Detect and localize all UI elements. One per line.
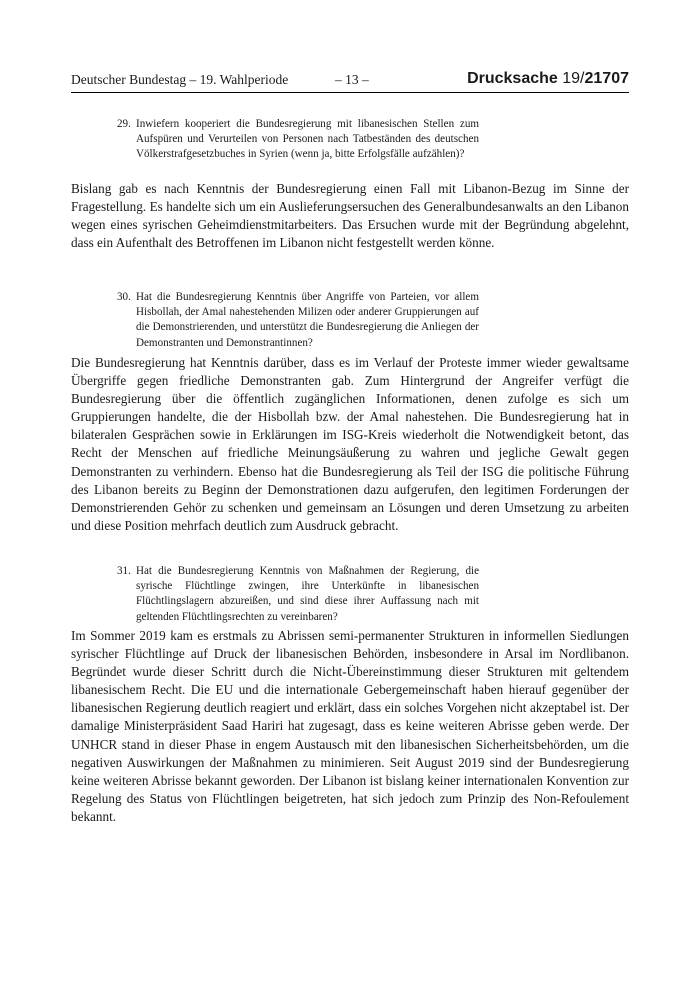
question-text: Inwiefern kooperiert die Bundesregierung mit libanesischen Stellen zum Aufspüren und Verurteilen von Personen nach Tatbeständen des deutschen Völkerstrafgesetzbuches in Syrien (wenn ja, bitte Erfolgsfälle aufzählen)? xyxy=(136,118,479,161)
answer-text: Die Bundesregierung hat Kenntnis darüber, dass es im Verlauf der Proteste immer wieder gewaltsame Übergriffe gegen friedliche Demonstranten gab. Zum Hintergrund der Angreifer verfügt die Bundesregierung über die öffentlich zugänglichen Informationen, denen zufolge es sich um Gruppierungen handelte, die der Hisbollah bzw. der Amal nahestehen. Die Bundesregierung hat in bilateralen Gesprächen sowie in Erklärungen im ISG-Kreis wiederholt die Notwendigkeit betont, das Recht der Menschen auf friedliche Meinungsäußerung zu wahren und jegliche Gewalt gegen Demonstranten zu verhindern. Ebenso hat die Bundesregierung als Teil der ISG die politische Führung des Libanon bereits zu Beginn der Demonstrationen dazu aufgerufen, den legitimen Forderungen der Demonstrierenden Gehör zu schenken und gemeinsam an Lösungen und deren Umsetzung zu arbeiten und diese Position mehrfach deutlich zum Ausdruck gebracht. xyxy=(71,355,629,533)
answer-30 xyxy=(71,354,629,535)
answer-31 xyxy=(71,627,629,826)
document-label: Drucksache xyxy=(467,70,558,87)
header-parliament: Deutscher Bundestag – 19. Wahlperiode xyxy=(71,72,289,87)
question-number: 30. xyxy=(117,291,131,303)
answer-text: Im Sommer 2019 kam es erstmals zu Abrissen semi-permanenter Strukturen in informellen Siedlungen syrischer Flüchtlinge auf Druck der libanesischen Behörden, insbesondere in Arsal im Nordlibanon. Begründet wurde dieser Schritt durch die Nicht-Übereinstimmung dieser Strukturen mit geltendem libanesischem Recht. Die EU und die internationale Gebergemeinschaft haben hierauf gegenüber der libanesischen Regierung deutlich reagiert und erklärt, dass ein solches Vorgehen nicht akzeptabel ist. Der damalige Ministerpräsident Saad Hariri hat zugesagt, dass es keine weiteren Abrisse geben werde. Der UNHCR stand in dieser Phase in engem Austausch mit den libanesischen Sicherheitsbehörden, um die negativen Auswirkungen der Maßnahmen zu minimieren. Seit August 2019 sind der Bundesregierung keine weiteren Abrisse bekannt geworden. Der Libanon ist bislang keiner internationalen Konvention zur Regelung des Status von Flüchtlingen beigetreten, hat sich jedoch zum Prinzip des Non-Refoulement bekannt. xyxy=(71,628,629,824)
answer-29 xyxy=(71,180,629,252)
page-header xyxy=(71,70,629,93)
question-30 xyxy=(117,290,479,351)
document-number-prefix: 19/ xyxy=(562,70,585,87)
question-number: 29. xyxy=(117,118,131,130)
page-number: – 13 – xyxy=(335,72,369,87)
question-text: Hat die Bundesregierung Kenntnis über Angriffe von Parteien, vor allem Hisbollah, der Amal nahestehenden Milizen oder anderer Gruppierungen auf die Demonstrierenden, und unterstützt die Bundesregierung die Anliegen der Demonstranten und Demonstrantinnen? xyxy=(136,291,479,349)
question-31 xyxy=(117,564,479,625)
question-number: 31. xyxy=(117,565,131,577)
question-text: Hat die Bundesregierung Kenntnis von Maßnahmen der Regierung, die syrische Flüchtlinge zwingen, ihre Unterkünfte in libanesischen Flüchtlingslagern abzureißen, und sind diese ihrer Auffassung nach mit geltenden Flüchtlingsrechten zu vereinbaren? xyxy=(136,565,479,623)
document-number xyxy=(467,70,629,88)
question-29 xyxy=(117,117,479,163)
document-number-main: 21707 xyxy=(584,70,629,87)
answer-text: Bislang gab es nach Kenntnis der Bundesregierung einen Fall mit Libanon-Bezug im Sinne der Fragestellung. Es handelte sich um ein Auslieferungsersuchen des Generalbundesanwalts an den Libanon wegen eines syrischen Geheimdienstmitarbeiters. Das Ersuchen wurde mit der Begründung abgelehnt, dass ein Aufenthalt des Betroffenen im Libanon nicht festgestellt werden könne. xyxy=(71,181,629,251)
